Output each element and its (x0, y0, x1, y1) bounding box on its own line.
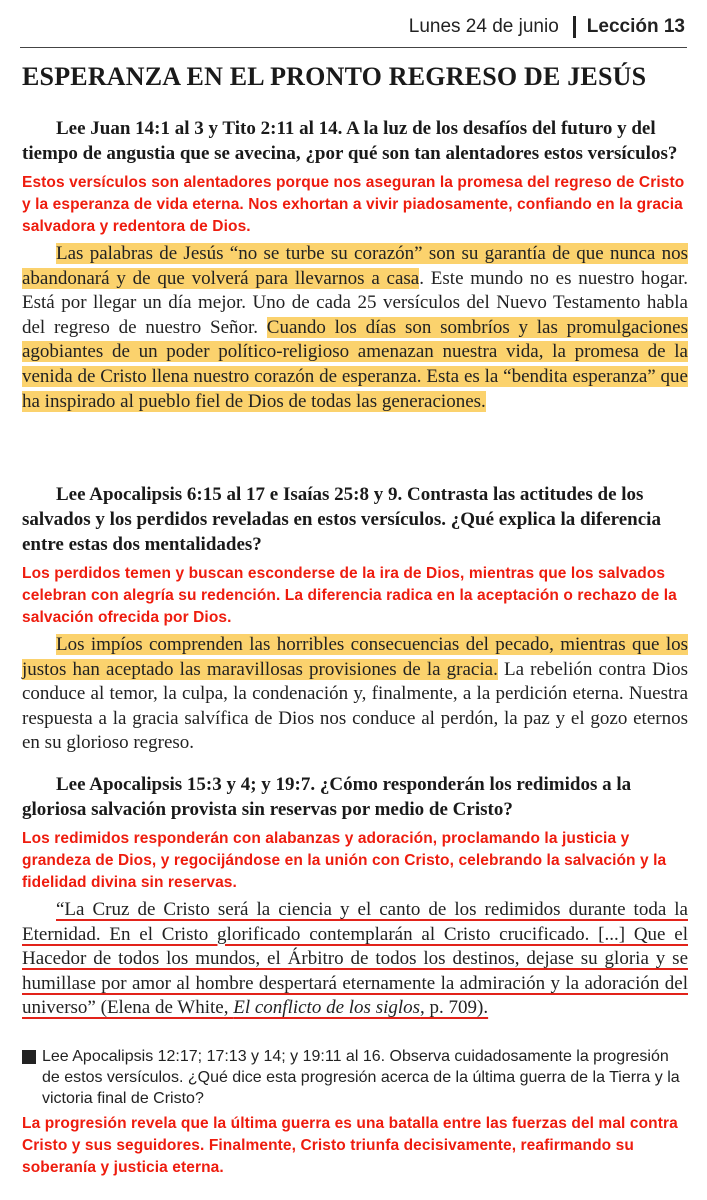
question-2: Lee Apocalipsis 6:15 al 17 e Isaías 25:8 y 9. Contrasta las actitudes de los salvados y los perdidos reveladas en estos versículos. ¿Qué explica la diferencia entre estas dos mentalidades? (22, 484, 661, 555)
square-bullet-icon (22, 1050, 36, 1064)
page-title: ESPERANZA EN EL PRONTO REGRESO DE JESÚS (22, 62, 647, 91)
quote-text: “La Cruz de Cristo será la ciencia y el canto de los redimidos durante toda la Eternidad. En el Cristo glorificado contemplarán al Cristo crucificado. [...] Que el Hacedor de todos los mundos, el Árbitro de todos los destinos, dejase su gloria y se humillase por amor al hombre despertará eternamente la admiración y la adoración del universo” (Elena de White, (22, 899, 688, 1019)
header-lesson: Lección 13 (586, 16, 685, 37)
plain-2: La rebelión contra Dios conduce al temor, la culpa, la condenación y, finalmente, a la perdición eterna. Nuestra respuesta a la gracia salvífica de Dios nos conduce al perdón, la paz y el gozo eternos en su glorioso regreso. (22, 658, 688, 754)
quote-page: , p. 709). (420, 997, 489, 1019)
paragraph-1 (22, 242, 688, 414)
section-2 (22, 482, 688, 756)
answer-4: La progresión revela que la última guerra es una batalla entre las fuerzas del mal contra Cristo y sus seguidores. Finalmente, Cristo triunfa decisivamente, reafirmando su soberanía y justicia eterna. (22, 1115, 678, 1176)
highlight-2: Los impíos comprenden las horribles consecuencias del pecado, mientras que los justos han aceptado las maravillosas provisiones de la gracia. (22, 634, 688, 680)
paragraph-2 (22, 633, 688, 756)
section-1 (22, 116, 688, 414)
answer-3: Los redimidos responderán con alabanzas y adoración, proclamando la justicia y grandeza de Dios, y regocijándose en la unión con Cristo, celebrando la salvación y la fidelidad divina sin reservas. (22, 830, 667, 891)
question-1: Lee Juan 14:1 al 3 y Tito 2:11 al 14. A la luz de los desafíos del futuro y del tiempo de angustia que se avecina, ¿por qué son tan alentadores estos versículos? (22, 118, 678, 164)
highlight-1a: Las palabras de Jesús “no se turbe su corazón” son su garantía de que nunca nos abandonará y de que volverá para llevarnos a casa (22, 243, 688, 289)
question-4 (22, 1046, 688, 1109)
section-4 (22, 1046, 688, 1179)
quote-book: El conflicto de los siglos (233, 997, 421, 1019)
header-rule (20, 47, 687, 48)
quote-paragraph (22, 898, 688, 1021)
answer-2: Los perdidos temen y buscan esconderse de la ira de Dios, mientras que los salvados celebran con alegría su redención. La diferencia radica en la aceptación o rechazo de la salvación ofrecida por Dios. (22, 565, 677, 626)
section-3 (22, 772, 688, 1021)
header-date: Lunes 24 de junio (408, 16, 559, 37)
highlight-1b: Cuando los días son sombríos y las promulgaciones agobiantes de un poder político-religioso amenazan nuestra vida, la promesa de la venida de Cristo llena nuestro corazón de esperanza. Esta es la “bendita esperanza” que ha inspirado al pueblo fiel de Dios de todas las generaciones. (22, 316, 688, 412)
answer-1: Estos versículos son alentadores porque nos aseguran la promesa del regreso de Cristo y la esperanza de vida eterna. Nos exhortan a vivir piadosamente, confiando en la gracia salvadora y redentora de Dios. (22, 174, 685, 235)
plain-1: . Este mundo no es nuestro hogar. Está por llegar un día mejor. Uno de cada 25 versículos del Nuevo Testamento habla del regreso de nuestro Señor. (22, 267, 688, 338)
question-4-text: Lee Apocalipsis 12:17; 17:13 y 14; y 19:11 al 16. Observa cuidadosamente la progresión de estos versículos. ¿Qué dice esta progresión acerca de la última guerra de la Tierra y la victoria final de Cristo? (42, 1048, 680, 1107)
question-3: Lee Apocalipsis 15:3 y 4; y 19:7. ¿Cómo responderán los redimidos a la gloriosa salvación provista sin reservas por medio de Cristo? (22, 774, 632, 820)
page-header (409, 16, 685, 38)
header-separator (573, 16, 576, 38)
